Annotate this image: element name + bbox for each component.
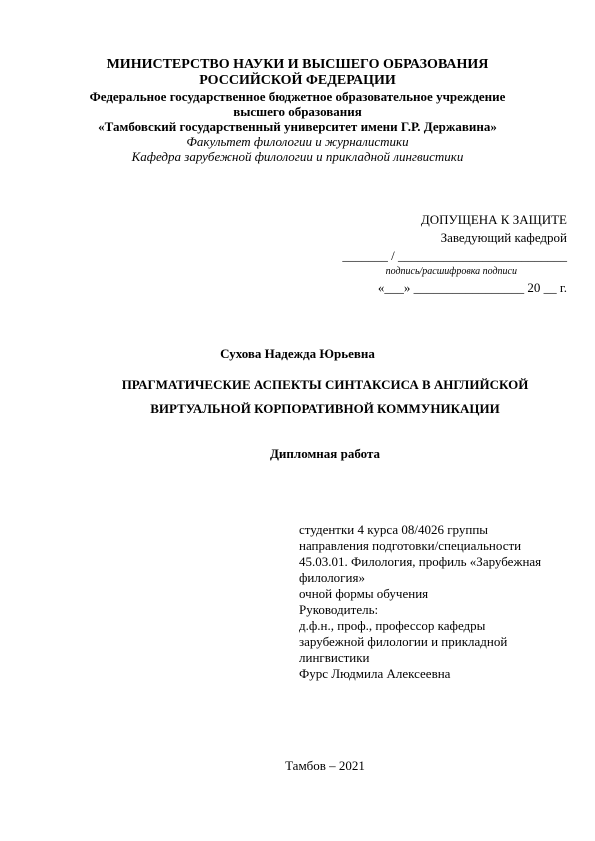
- info-line: направления подготовки/специальности: [299, 538, 522, 553]
- author-name: Сухова Надежда Юрьевна: [220, 346, 375, 361]
- info-line: Фурс Людмила Алексеевна: [299, 666, 451, 681]
- signature-note: подпись/расшифровка подписи: [385, 266, 517, 277]
- document-header: [0, 57, 595, 164]
- info-line: студентки 4 курса 08/4026 группы: [299, 522, 489, 537]
- student-info: [299, 522, 569, 682]
- approval-block: [342, 211, 567, 297]
- ministry-line-1: МИНИСТЕРСТВО НАУКИ И ВЫСШЕГО ОБРАЗОВАНИЯ: [106, 57, 489, 72]
- info-line: лингвистики: [299, 650, 370, 665]
- faculty-name: Факультет филологии и журналистики: [186, 134, 409, 149]
- city-year: Тамбов – 2021: [285, 758, 365, 773]
- signature-line: _______ / __________________________: [342, 248, 567, 263]
- head-of-department-label: Заведующий кафедрой: [440, 230, 567, 245]
- date-line: «___» _________________ 20 __ г.: [377, 280, 567, 295]
- info-line: Руководитель:: [299, 602, 379, 617]
- thesis-title: [0, 373, 595, 421]
- work-type: Дипломная работа: [269, 446, 381, 461]
- info-line: зарубежной филологии и прикладной: [299, 634, 508, 649]
- ministry-line-2: РОССИЙСКОЙ ФЕДЕРАЦИИ: [199, 73, 396, 88]
- institution-line-1: Федеральное государственное бюджетное образовательное учреждение: [89, 89, 506, 104]
- info-line: очной формы обучения: [299, 586, 429, 601]
- info-line: д.ф.н., проф., профессор кафедры: [299, 618, 486, 633]
- info-line: филология»: [299, 570, 365, 585]
- info-line: 45.03.01. Филология, профиль «Зарубежная: [299, 554, 542, 569]
- thesis-title-line-1: ПРАГМАТИЧЕСКИЕ АСПЕКТЫ СИНТАКСИСА В АНГЛИЙСКОЙ: [121, 377, 529, 392]
- university-name: «Тамбовский государственный университет имени Г.Р. Державина»: [98, 119, 497, 134]
- department-name: Кафедра зарубежной филологии и прикладной лингвистики: [131, 149, 464, 164]
- thesis-title-line-2: ВИРТУАЛЬНОЙ КОРПОРАТИВНОЙ КОММУНИКАЦИИ: [150, 401, 500, 416]
- admitted-label: ДОПУЩЕНА К ЗАЩИТЕ: [420, 212, 567, 227]
- institution-line-2: высшего образования: [233, 104, 362, 119]
